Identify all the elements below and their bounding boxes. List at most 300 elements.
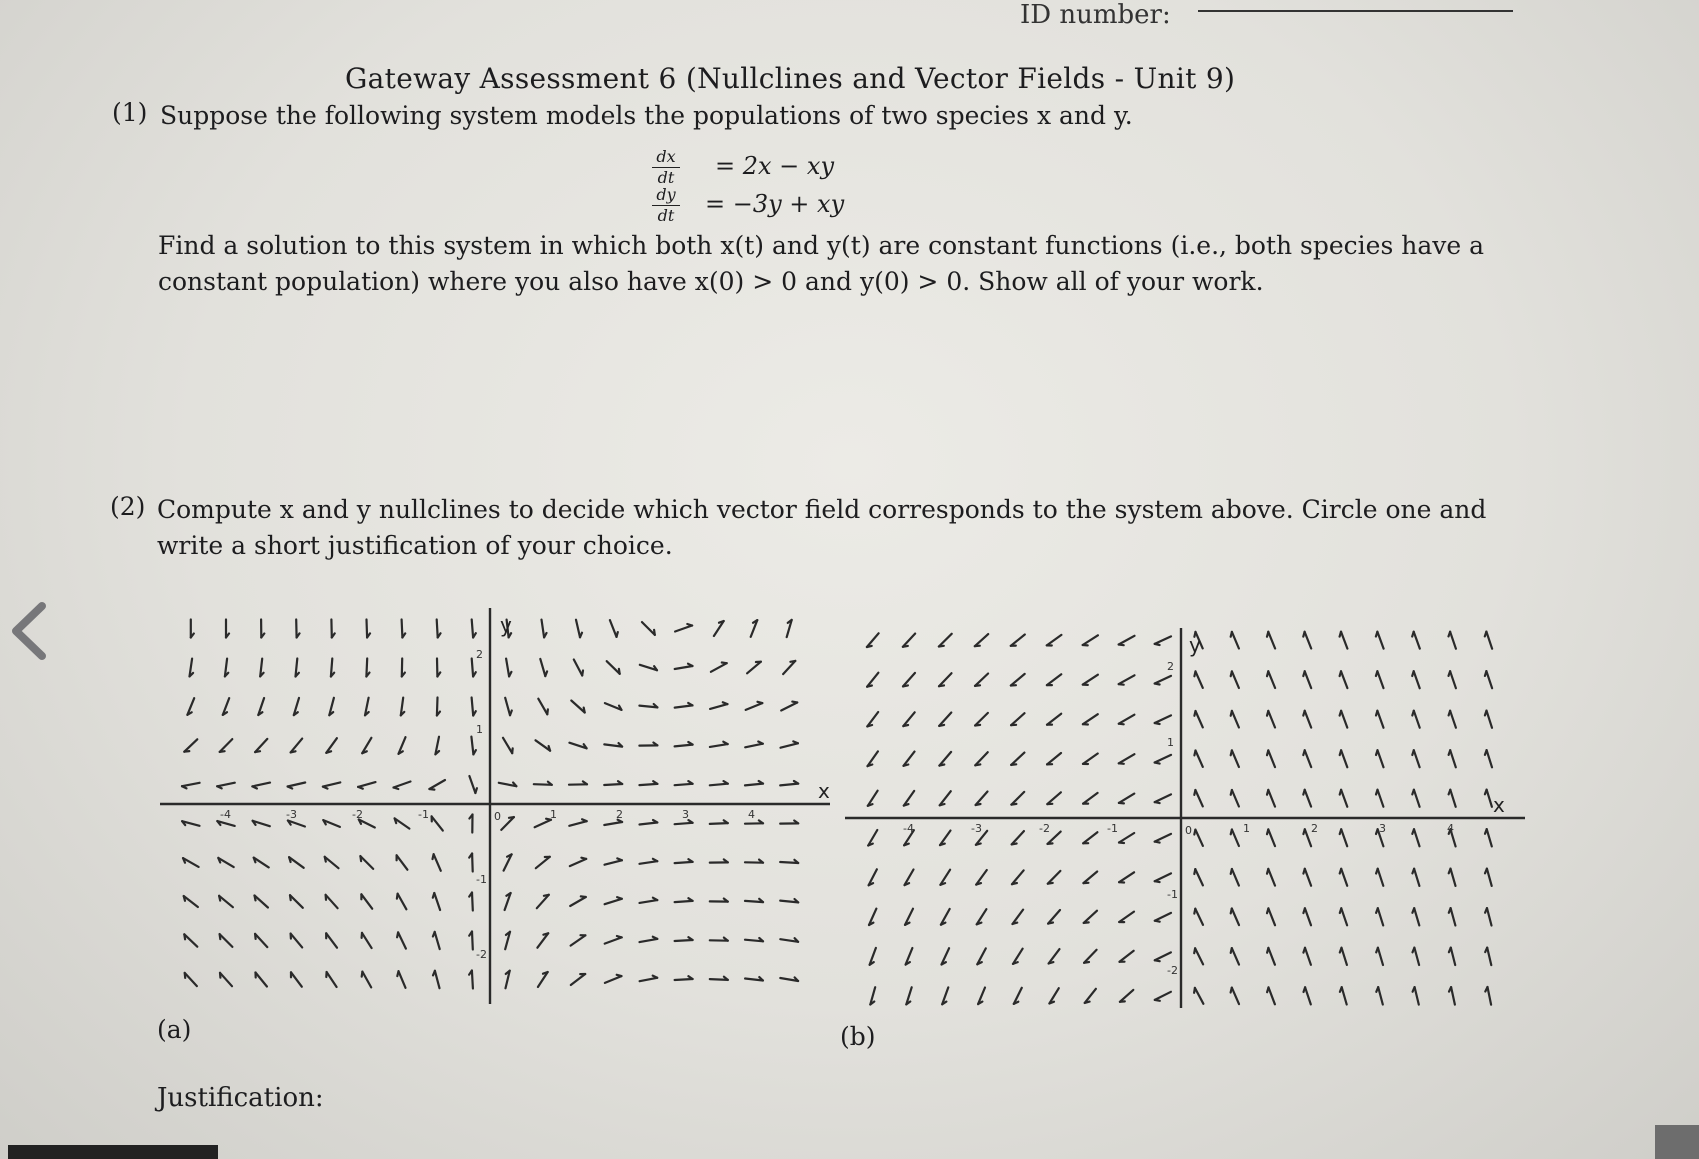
field-a-arrow xyxy=(291,972,302,986)
field-b-arrowhead xyxy=(1231,750,1232,755)
field-a-arrow xyxy=(540,659,545,676)
eq1-denominator: dt xyxy=(657,168,675,187)
field-b-arrowhead xyxy=(939,685,944,686)
field-a-arrowhead xyxy=(654,630,655,635)
field-a-arrow xyxy=(367,620,368,638)
field-a-arrow xyxy=(604,784,622,785)
field-a-arrowhead xyxy=(547,709,548,714)
field-a-arrow xyxy=(675,901,693,902)
field-b-arrow xyxy=(1011,753,1024,765)
field-a-arrow xyxy=(437,698,438,716)
field-a-arrowhead xyxy=(582,671,583,676)
field-a-arrow xyxy=(471,737,473,755)
field-b-arrow xyxy=(1451,908,1456,925)
field-b-arrow xyxy=(1155,755,1171,763)
field-b-arrow xyxy=(1341,790,1347,807)
field-a-arrow xyxy=(607,661,620,674)
field-a-arrow xyxy=(711,663,727,672)
field-a-x-tick-label: 2 xyxy=(616,808,623,821)
field-b-arrowhead xyxy=(1194,711,1195,716)
field-a-arrow xyxy=(605,899,622,904)
field-a-arrow xyxy=(398,894,407,910)
field-a-arrow xyxy=(217,783,235,787)
field-a-arrowhead xyxy=(255,896,256,901)
field-a-arrow xyxy=(220,934,233,947)
field-a-arrow xyxy=(534,784,552,785)
field-b-arrow xyxy=(1268,948,1275,965)
field-a-arrowhead xyxy=(291,751,296,752)
field-b-arrowhead xyxy=(1194,988,1195,993)
field-b-arrow xyxy=(1414,829,1420,846)
field-b-arrowhead xyxy=(1303,632,1304,637)
field-b-arrow xyxy=(1083,832,1097,843)
field-b-arrowhead xyxy=(1155,1000,1160,1001)
field-b-arrowhead xyxy=(1303,790,1304,795)
field-b-arrow xyxy=(1119,675,1135,684)
field-b-arrow xyxy=(1341,829,1347,846)
field-b-arrow xyxy=(1268,869,1275,886)
field-b-arrow xyxy=(1011,792,1024,805)
field-b-arrowhead xyxy=(1231,671,1232,676)
field-a-arrow xyxy=(472,932,473,950)
field-b-arrow xyxy=(867,673,878,687)
field-a-arrow xyxy=(710,704,727,709)
field-b-arrowhead xyxy=(1376,908,1378,913)
field-a-arrowhead xyxy=(433,854,434,859)
field-a-arrow xyxy=(291,934,303,948)
field-a-arrow xyxy=(535,820,551,827)
field-a-arrow xyxy=(252,783,270,787)
field-b-arrow xyxy=(1341,671,1347,688)
field-b-arrowhead xyxy=(1340,632,1341,637)
field-a-arrow xyxy=(435,932,440,949)
field-b-arrow xyxy=(1341,908,1347,925)
field-b-arrowhead xyxy=(1449,948,1451,953)
field-b-arrow xyxy=(1342,948,1347,965)
field-a-arrow xyxy=(437,620,438,638)
field-b-arrowhead xyxy=(940,844,945,846)
field-b-arrow xyxy=(1450,632,1456,649)
field-a-arrow xyxy=(429,780,445,789)
field-b-arrow xyxy=(1268,711,1275,728)
field-b-arrow xyxy=(1414,711,1420,728)
field-a-arrow xyxy=(288,783,306,787)
field-a-arrow xyxy=(569,821,586,826)
field-b-arrow xyxy=(1378,987,1383,1004)
field-a-arrow xyxy=(675,940,693,941)
field-b-arrow xyxy=(1377,711,1383,728)
field-b-arrowhead xyxy=(1155,684,1160,685)
field-b-arrow xyxy=(1232,671,1239,688)
field-a-arrow xyxy=(604,822,622,825)
field-a-arrow xyxy=(675,784,693,785)
field-b-arrowhead xyxy=(1340,671,1341,676)
field-b-x-tick-label: -2 xyxy=(1039,822,1050,835)
field-b-arrow xyxy=(1305,948,1311,965)
field-b-arrowhead xyxy=(1119,843,1124,844)
field-a-arrowhead xyxy=(722,663,727,664)
field-b-arrow xyxy=(976,792,988,806)
field-b-arrow xyxy=(1119,715,1135,724)
field-b-arrowhead xyxy=(1119,803,1124,804)
field-a-arrow xyxy=(571,974,585,985)
field-b-arrow xyxy=(1084,911,1097,923)
field-b-arrow xyxy=(1232,632,1239,649)
field-b-arrowhead xyxy=(1412,790,1414,795)
field-b-arrow xyxy=(1155,834,1171,842)
field-b-arrowhead xyxy=(1194,790,1195,795)
field-b-arrowhead xyxy=(1267,869,1268,874)
bottom-edge-shadow xyxy=(8,1145,218,1159)
question-1-intro: Suppose the following system models the populations of two species x and y. xyxy=(160,101,1133,130)
field-a-arrow xyxy=(781,743,798,747)
id-number-line xyxy=(1198,10,1513,12)
field-b-arrowhead xyxy=(1119,724,1124,725)
field-a-arrowhead xyxy=(433,893,435,898)
field-a-x-tick-label: 0 xyxy=(494,810,501,823)
field-a-arrow xyxy=(435,971,440,988)
field-b-arrowhead xyxy=(1119,684,1124,685)
field-b-arrowhead xyxy=(1231,988,1232,993)
field-b-arrowhead xyxy=(1340,711,1342,716)
field-b-arrowhead xyxy=(976,804,981,805)
field-a-arrowhead xyxy=(544,895,549,896)
field-b-arrow xyxy=(1083,714,1098,724)
field-b-arrow xyxy=(1119,872,1134,882)
field-a-arrow xyxy=(570,897,586,906)
field-b-arrowhead xyxy=(1449,987,1451,992)
field-b-arrowhead xyxy=(975,725,980,726)
field-b-arrow xyxy=(1450,671,1456,688)
field-b-arrowhead xyxy=(1449,869,1451,874)
field-a-arrow xyxy=(605,860,622,864)
field-a-arrow xyxy=(640,861,658,864)
field-a-arrowhead xyxy=(617,858,622,860)
field-a-arrow xyxy=(747,662,761,674)
field-b-x-label: x xyxy=(1493,793,1505,817)
field-a-arrow xyxy=(255,739,267,752)
field-b-arrowhead xyxy=(1376,671,1378,676)
field-b-arrow xyxy=(1011,635,1025,646)
field-b-arrowhead xyxy=(1119,645,1124,646)
field-b-arrow xyxy=(1487,750,1492,767)
field-b-arrowhead xyxy=(975,764,980,765)
field-a-arrowhead xyxy=(758,702,763,703)
field-b-arrow xyxy=(1450,711,1456,728)
field-a-arrow xyxy=(290,895,303,908)
eq1-numerator: dx xyxy=(656,147,676,166)
field-a-arrowhead xyxy=(581,896,586,897)
field-b-arrow xyxy=(1196,711,1203,727)
field-a-arrowhead xyxy=(793,741,798,743)
field-b-arrow xyxy=(1195,909,1203,925)
field-b-arrow xyxy=(1378,750,1384,767)
field-b-arrowhead xyxy=(1412,671,1414,676)
field-b-arrow xyxy=(1305,987,1311,1004)
field-b-arrowhead xyxy=(1231,790,1232,795)
field-a-arrowhead xyxy=(512,748,513,753)
field-a-arrow xyxy=(358,782,375,787)
field-b-arrow xyxy=(939,673,952,686)
field-b-arrowhead xyxy=(1376,948,1378,953)
field-a-arrow xyxy=(394,782,411,788)
field-b-arrow xyxy=(1155,676,1171,684)
field-b-arrow xyxy=(1378,948,1383,965)
field-b-arrow xyxy=(1195,790,1202,806)
field-b-arrow xyxy=(1378,790,1384,807)
field-b-arrow xyxy=(1195,830,1203,846)
field-a-arrow xyxy=(291,739,303,753)
field-b-arrowhead xyxy=(940,804,945,805)
field-b-arrowhead xyxy=(1485,790,1487,795)
field-a-arrow xyxy=(571,935,586,945)
field-b-arrow xyxy=(1083,793,1098,804)
field-a-arrow xyxy=(434,854,441,871)
field-b-arrow xyxy=(1232,948,1239,965)
field-b-arrowhead xyxy=(1155,842,1160,843)
field-a-arrow xyxy=(325,857,339,868)
field-b-arrowhead xyxy=(1231,948,1232,953)
field-b-arrow xyxy=(1268,908,1275,925)
field-b-arrowhead xyxy=(1267,908,1268,913)
field-b-arrow xyxy=(1155,636,1171,644)
field-b-arrowhead xyxy=(1231,711,1232,716)
field-a-arrowhead xyxy=(397,894,398,899)
field-b-arrow xyxy=(1414,908,1419,925)
field-b-arrowhead xyxy=(1048,843,1053,844)
field-b-arrow xyxy=(1083,635,1098,645)
field-b-arrow xyxy=(1414,671,1420,688)
field-a-arrow xyxy=(605,937,622,943)
field-a-arrow xyxy=(640,823,658,825)
field-a-arrow xyxy=(642,622,655,635)
field-a-x-tick-label: -3 xyxy=(286,808,297,821)
field-a-arrow xyxy=(605,976,622,983)
field-b-arrow xyxy=(1196,751,1203,767)
field-a-arrow xyxy=(576,620,580,638)
field-a-arrow xyxy=(780,784,798,786)
field-b-arrow xyxy=(1155,873,1171,881)
field-b-arrowhead xyxy=(1413,948,1415,953)
field-a-arrowhead xyxy=(582,819,587,821)
field-b-arrow xyxy=(975,634,988,646)
field-a-arrowhead xyxy=(362,972,363,977)
field-b-arrow xyxy=(1232,988,1239,1005)
field-b-arrowhead xyxy=(1303,829,1304,834)
field-a-arrow xyxy=(472,620,473,638)
field-b-arrowhead xyxy=(1267,632,1268,637)
field-a-arrow xyxy=(323,782,340,786)
field-b-arrowhead xyxy=(1155,723,1160,724)
field-a-arrow xyxy=(256,973,267,987)
eq1-derivative xyxy=(652,148,680,187)
field-a-arrowhead xyxy=(549,746,551,751)
question-2-line1: Compute x and y nullclines to decide which vector field corresponds to the system above. Circle one and xyxy=(157,495,1487,524)
field-b-arrow xyxy=(1232,830,1239,847)
field-b-arrow xyxy=(1232,711,1239,728)
field-a-arrow xyxy=(506,659,509,677)
field-b-arrow xyxy=(1414,750,1420,767)
field-b-arrow xyxy=(1011,713,1024,725)
field-a-y-tick-label: -2 xyxy=(476,948,487,961)
field-a-arrowhead xyxy=(617,897,622,899)
eq2-derivative xyxy=(652,186,680,225)
field-b-arrowhead xyxy=(1012,844,1017,845)
field-a-arrow xyxy=(503,738,512,753)
field-a-arrow xyxy=(536,857,550,868)
field-b-arrowhead xyxy=(1303,908,1305,913)
vector-field-b[interactable] xyxy=(845,622,1525,1042)
field-b-arrowhead xyxy=(1485,948,1487,953)
field-b-arrow xyxy=(940,791,951,805)
field-b-arrowhead xyxy=(867,725,872,726)
field-b-arrowhead xyxy=(976,844,981,845)
field-b-arrow xyxy=(939,634,952,647)
field-b-arrowhead xyxy=(1449,790,1451,795)
field-a-arrowhead xyxy=(581,858,586,859)
field-b-arrow xyxy=(1268,671,1275,688)
field-b-arrow xyxy=(1119,794,1134,803)
field-b-arrow xyxy=(1268,750,1275,767)
field-b-caption[interactable]: (b) xyxy=(840,1022,876,1051)
field-b-arrow xyxy=(1195,948,1203,964)
field-b-arrowhead xyxy=(904,765,909,766)
field-b-arrow xyxy=(1342,987,1347,1004)
field-b-arrow xyxy=(1487,711,1493,728)
field-b-arrow xyxy=(1305,750,1312,767)
field-a-arrowhead xyxy=(326,751,331,753)
field-a-arrow xyxy=(710,784,728,786)
field-a-arrowhead xyxy=(255,934,256,939)
field-a-arrow xyxy=(361,894,372,908)
field-b-arrow xyxy=(1268,790,1275,807)
field-b-arrow xyxy=(1414,790,1420,807)
field-b-arrow xyxy=(1012,870,1024,884)
field-a-arrow xyxy=(710,979,728,980)
field-a-arrowhead xyxy=(360,856,361,861)
field-b-arrowhead xyxy=(1340,750,1341,755)
field-b-arrow xyxy=(1120,990,1133,1002)
field-b-arrowhead xyxy=(868,765,873,767)
corner-shadow xyxy=(1655,1125,1699,1159)
field-a-arrowhead xyxy=(184,896,185,901)
field-b-arrow xyxy=(1378,869,1384,886)
field-b-arrowhead xyxy=(1376,829,1378,834)
field-a-arrow xyxy=(220,739,233,752)
question-2-number: (2) xyxy=(110,492,146,521)
field-a-arrowhead xyxy=(475,788,477,793)
field-a-arrow xyxy=(675,745,693,747)
field-b-arrowhead xyxy=(939,646,944,647)
field-b-arrow xyxy=(1232,790,1239,807)
field-b-arrow xyxy=(1232,869,1239,886)
field-b-arrowhead xyxy=(1449,711,1451,716)
field-b-arrowhead xyxy=(1085,1002,1090,1003)
field-a-x-tick-label: -2 xyxy=(352,808,363,821)
field-b-arrowhead xyxy=(1048,883,1053,884)
field-b-arrowhead xyxy=(1376,711,1377,716)
field-b-arrow xyxy=(1048,871,1061,884)
field-b-arrow xyxy=(1486,671,1492,688)
field-b-arrow xyxy=(903,673,915,687)
field-b-arrow xyxy=(1486,632,1492,649)
field-a-arrow xyxy=(184,739,197,751)
field-b-arrowhead xyxy=(939,765,944,766)
field-a-caption[interactable]: (a) xyxy=(157,1015,192,1044)
field-b-arrow xyxy=(1487,869,1492,886)
field-b-arrowhead xyxy=(1267,671,1268,676)
field-a-arrowhead xyxy=(617,936,622,937)
field-b-arrowhead xyxy=(1376,869,1378,874)
field-b-arrow xyxy=(1414,948,1419,965)
field-a-arrow xyxy=(570,859,586,866)
field-b-arrowhead xyxy=(1155,921,1160,922)
field-b-arrow xyxy=(1048,910,1060,924)
field-b-arrowhead xyxy=(1376,790,1378,795)
field-b-x-tick-label: 1 xyxy=(1243,822,1250,835)
field-b-x-tick-label: 4 xyxy=(1447,822,1454,835)
field-b-arrow xyxy=(1047,792,1061,804)
field-b-arrowhead xyxy=(1485,829,1487,834)
field-a-arrow xyxy=(398,932,406,948)
field-a-x-tick-label: 3 xyxy=(682,808,689,821)
field-b-arrow xyxy=(1119,833,1134,843)
field-b-x-tick-label: 2 xyxy=(1311,822,1318,835)
field-a-x-tick-label: -4 xyxy=(220,808,231,821)
chevron-left-icon[interactable] xyxy=(4,600,56,662)
field-a-arrowhead xyxy=(397,932,398,937)
field-b-y-label: y xyxy=(1189,633,1201,657)
field-b-arrowhead xyxy=(1194,751,1195,756)
field-b-x-tick-label: -3 xyxy=(971,822,982,835)
field-b-arrow xyxy=(1155,715,1171,723)
field-a-arrow xyxy=(184,934,197,946)
field-b-arrowhead xyxy=(1012,883,1017,884)
field-b-arrowhead xyxy=(1231,632,1232,637)
field-b-arrow xyxy=(903,712,914,726)
field-b-arrow xyxy=(1084,950,1097,963)
field-b-arrowhead xyxy=(903,685,908,686)
field-a-arrowhead xyxy=(790,661,795,662)
vector-field-a[interactable] xyxy=(160,608,840,1028)
field-b-arrowhead xyxy=(1340,987,1342,992)
field-a-arrowhead xyxy=(255,751,260,752)
field-b-arrowhead xyxy=(1155,802,1160,803)
field-b-arrow xyxy=(1012,831,1024,844)
field-b-arrowhead xyxy=(1376,632,1378,637)
field-a-arrowhead xyxy=(792,702,797,703)
field-a-arrowhead xyxy=(395,818,397,823)
field-a-arrowhead xyxy=(509,817,514,818)
field-b-arrow xyxy=(1487,908,1492,925)
field-a-arrow xyxy=(399,971,406,988)
field-a-arrow xyxy=(472,971,473,989)
field-b-arrow xyxy=(1155,794,1171,802)
field-b-arrowhead xyxy=(1084,922,1089,923)
field-a-arrow xyxy=(326,933,337,947)
justification-label: Justification: xyxy=(157,1083,324,1113)
field-b-arrowhead xyxy=(1049,962,1054,963)
field-a-y-label: y xyxy=(500,613,512,637)
field-b-arrowhead xyxy=(1340,829,1342,834)
field-a-x-label: x xyxy=(818,779,830,803)
field-a-x-tick-label: 4 xyxy=(748,808,755,821)
field-a-arrow xyxy=(710,744,728,747)
field-a-arrow xyxy=(675,626,692,632)
field-b-arrowhead xyxy=(1267,711,1268,716)
field-b-arrowhead xyxy=(1155,960,1160,961)
field-b-y-tick-label: -2 xyxy=(1167,964,1178,977)
